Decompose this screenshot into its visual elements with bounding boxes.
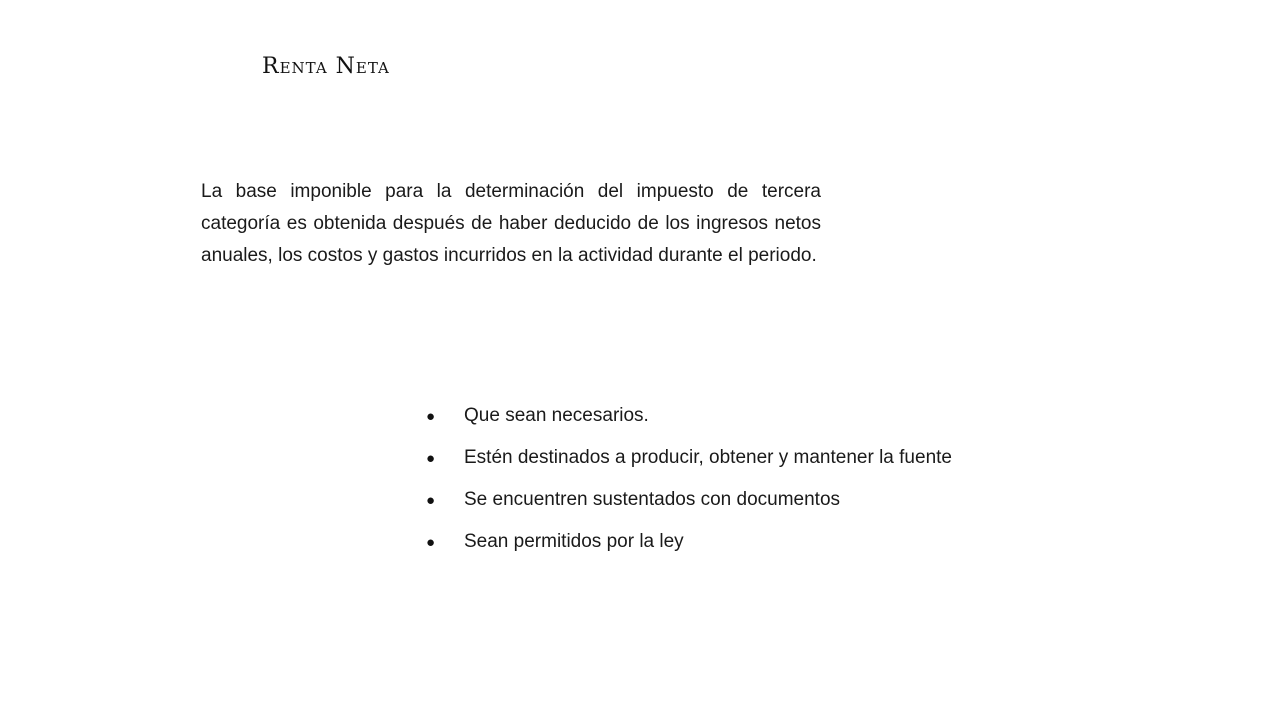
bullet-list	[420, 395, 952, 563]
bullet-text: Se encuentren sustentados con documentos	[464, 489, 841, 510]
bullet-text: Estén destinados a producir, obtener y mantener la fuente	[464, 447, 952, 468]
body-paragraph: La base imponible para la determinación del impuesto de tercera categoría es obtenida después de haber deducido de los ingresos netos anuales, los costos y gastos incurridos en la actividad durante el periodo.	[201, 181, 821, 266]
list-item	[420, 395, 952, 437]
bullet-text: Sean permitidos por la ley	[464, 531, 684, 552]
slide-title: Renta Neta	[262, 54, 390, 79]
bullet-dot-icon: ●	[426, 533, 436, 551]
list-item	[420, 521, 952, 563]
bullet-text: Que sean necesarios.	[464, 405, 649, 426]
list-item	[420, 479, 952, 521]
bullet-dot-icon: ●	[426, 491, 436, 509]
list-item	[420, 437, 952, 479]
bullet-dot-icon: ●	[426, 407, 436, 425]
bullet-dot-icon: ●	[426, 449, 436, 467]
